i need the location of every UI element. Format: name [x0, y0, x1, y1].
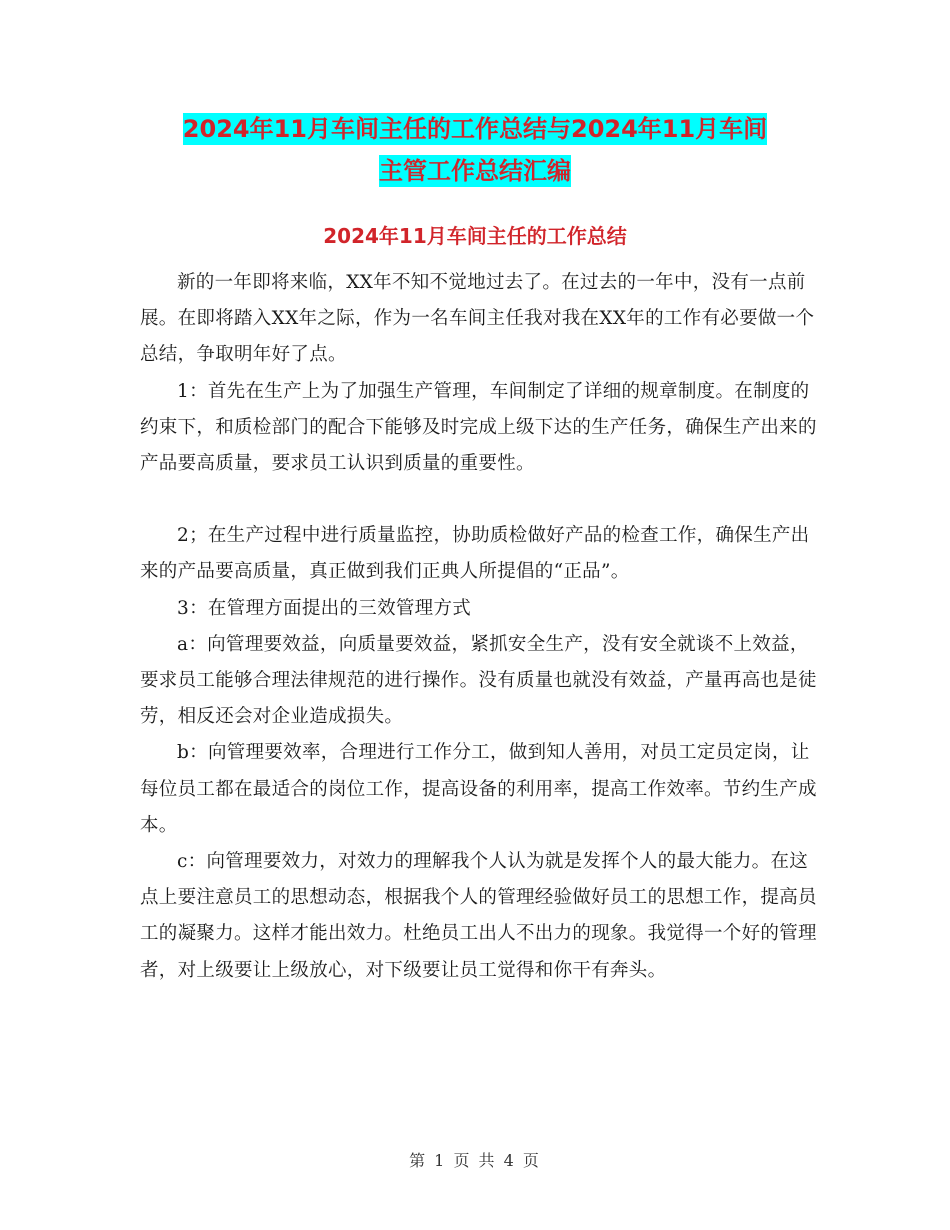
paragraph-point-3: 3：在管理方面提出的三效管理方式 — [177, 597, 472, 619]
title-line-1: 2024年11月车间主任的工作总结与2024年11月车间 — [182, 115, 768, 143]
document-title — [0, 108, 950, 192]
section-heading: 2024年11月车间主任的工作总结 — [323, 224, 627, 248]
paragraph-intro: 新的一年即将来临，XX年不知不觉地过去了。在过去的一年中，没有一点前展。在即将踏入XX年之际，作为一名车间主任我对我在XX年的工作有必要做一个总结，争取明年好了点。 — [140, 272, 815, 366]
document-body — [140, 265, 820, 989]
paragraph-point-a: a：向管理要效益，向质量要效益，紧抓安全生产，没有安全就谈不上效益，要求员工能够合理法律规范的进行操作。没有质量也就没有效益，产量再高也是徒劳，相反还会对企业造成损失。 — [140, 633, 817, 728]
paragraph-point-1: 1：首先在生产上为了加强生产管理，车间制定了详细的规章制度。在制度的约束下，和质检部门的配合下能够及时完成上级下达的生产任务，确保生产出来的产品要高质量，要求员工认识到质量的重要性。 — [140, 380, 817, 475]
paragraph-point-c: c：向管理要效力，对效力的理解我个人认为就是发挥个人的最大能力。在这点上要注意员工的思想动态，根据我个人的管理经验做好员工的思想工作，提高员工的凝聚力。这样才能出效力。杜绝员工出人不出力的现象。我觉得一个好的管理者，对上级要让上级放心，对下级要让员工觉得和你干有奔头。 — [140, 851, 817, 981]
paragraph-spacer — [140, 482, 820, 518]
paragraph-point-b: b：向管理要效率，合理进行工作分工，做到知人善用，对员工定员定岗，让每位员工都在最适合的岗位工作，提高设备的利用率，提高工作效率。节约生产成本。 — [140, 742, 817, 836]
title-line-2: 主管工作总结汇编 — [379, 157, 571, 185]
page-footer: 第 1 页 共 4 页 — [409, 1151, 541, 1170]
paragraph-point-2: 2；在生产过程中进行质量监控，协助质检做好产品的检查工作，确保生产出来的产品要高质量，真正做到我们正典人所提倡的“正品”。 — [140, 525, 810, 583]
